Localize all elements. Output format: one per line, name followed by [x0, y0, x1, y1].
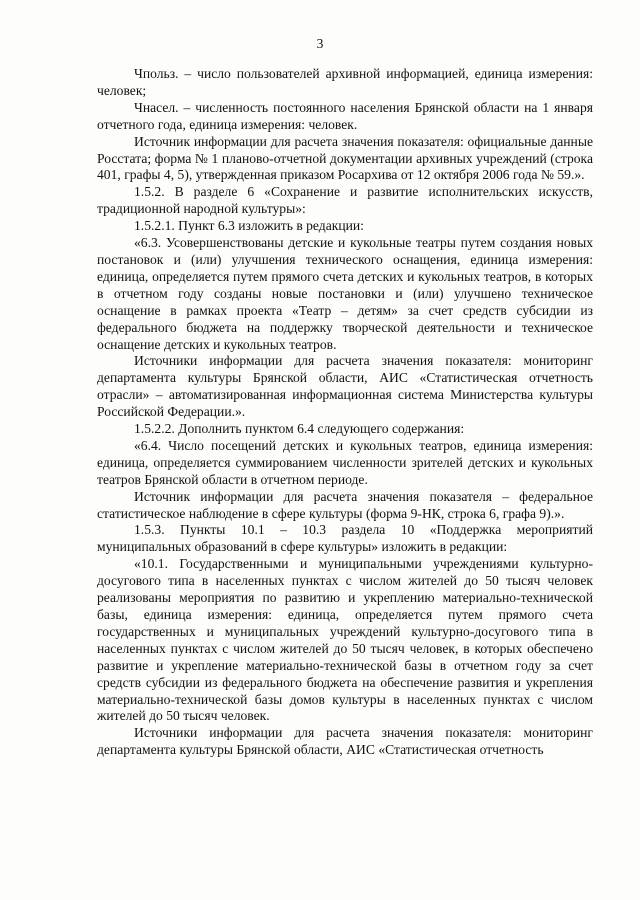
paragraph: «6.4. Число посещений детских и кукольных театров, единица измерения: единица, определяется суммированием численности зрителей детских и кукольных театров Брянской области в отчетном периоде. — [97, 437, 593, 487]
paragraph: 1.5.2.2. Дополнить пунктом 6.4 следующего содержания: — [134, 421, 465, 437]
paragraph: 1.5.3. Пункты 10.1 – 10.3 раздела 10 «Поддержка мероприятий муниципальных образований в сфере культуры» изложить в редакции: — [97, 522, 593, 555]
paragraph: Источники информации для расчета значения показателя: мониторинг департамента культуры Брянской области, АИС «Статистическая отчетность отрасли» – автоматизированная информационная система Министерства культуры Российской Федерации.». — [97, 353, 593, 420]
body-text — [97, 66, 593, 759]
paragraph: «10.1. Государственными и муниципальными учреждениями культурно-досугового типа в населенных пунктах с числом жителей до 50 тысяч человек реализованы мероприятия по развитию и укреплению материально-технической базы, единица измерения: единица, определяется путем прямого счета государственных и муниципальных учреждений культурно-досугового типа в населенных пунктах с числом жителей до 50 тысяч человек, в которых обеспечено развитие и укрепление материально-технической базы в отчетном году за счет средств субсидии из федерального бюджета на обеспечение развития и укрепления материально-технической базы домов культуры в населенных пунктах с числом жителей до 50 тысяч человек. — [97, 556, 593, 724]
paragraph: «6.3. Усовершенствованы детские и кукольные театры путем создания новых постановок и (или) улучшения технического оснащения, единица измерения: единица, определяется путем прямого счета детских и кукольных театров, в которых в отчетном году созданы новые постановки и (или) улучшено техническое оснащение в рамках проекта «Театр – детям» за счет средств субсидии из федерального бюджета на поддержку творческой деятельности и техническое оснащение детских и кукольных театров. — [97, 235, 593, 352]
paragraph: Источник информации для расчета значения показателя: официальные данные Росстата; форма № 1 планово-отчетной документации архивных учреждений (строка 401, графы 4, 5), утвержденная приказом Росархива от 12 октября 2006 года № 59.». — [97, 133, 593, 183]
paragraph: Источник информации для расчета значения показателя – федеральное статистическое наблюдение в сфере культуры (форма 9-НК, строка 6, графа 9).». — [97, 488, 593, 521]
paragraph: Чнасел. – численность постоянного населения Брянской области на 1 января отчетного года, единица измерения: человек. — [97, 99, 593, 132]
paragraph: Источники информации для расчета значения показателя: мониторинг департамента культуры Брянской области, АИС «Статистическая отчетность — [97, 725, 593, 758]
paragraph: 1.5.2. В разделе 6 «Сохранение и развитие исполнительских искусств, традиционной народной культуры»: — [97, 184, 593, 217]
paragraph: 1.5.2.1. Пункт 6.3 изложить в редакции: — [134, 218, 364, 234]
page-number: 3 — [316, 36, 324, 51]
paragraph: Чпольз. – число пользователей архивной информацией, единица измерения: человек; — [97, 66, 593, 98]
